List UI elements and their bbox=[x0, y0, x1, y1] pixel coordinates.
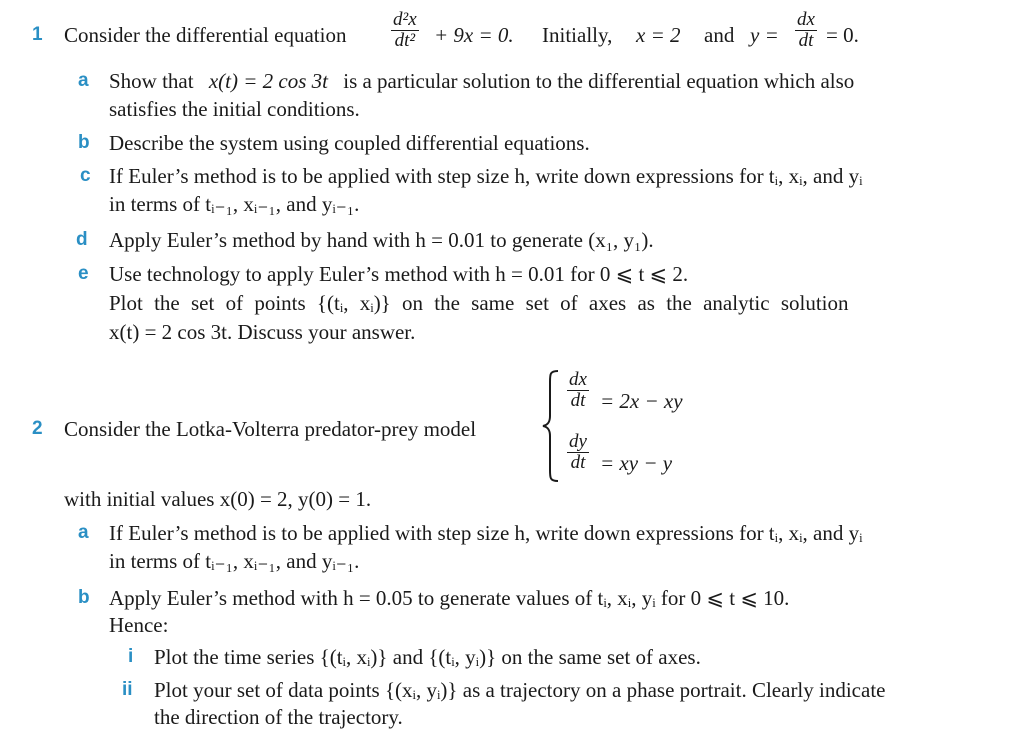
q2-eq2-frac bbox=[567, 432, 589, 473]
q2a-line1: If Euler’s method is to be applied with step size h, write down expressions for tᵢ, xᵢ, and yᵢ bbox=[109, 521, 863, 545]
q1a-line2: satisfies the initial conditions. bbox=[109, 97, 360, 121]
q1d-text: Apply Euler’s method by hand with h = 0.01 to generate (x₁, y₁). bbox=[109, 228, 654, 252]
q2b-ii-line2: the direction of the trajectory. bbox=[154, 705, 403, 729]
q2-eq2-num: dy bbox=[569, 431, 587, 452]
q2-eq2-den: dt bbox=[567, 452, 589, 473]
q1a-post: is a particular solution to the differential equation which also bbox=[343, 69, 855, 93]
q2b-ii-label: ii bbox=[122, 679, 133, 700]
left-brace-icon bbox=[540, 368, 562, 484]
q1e-line2: Plot the set of points {(tᵢ, xᵢ)} on the same set of axes as the analytic solution bbox=[109, 291, 849, 315]
q2b-label: b bbox=[78, 587, 90, 608]
question-1-number: 1 bbox=[32, 24, 43, 45]
q1b-label: b bbox=[78, 132, 90, 153]
q1c-line1: If Euler’s method is to be applied with step size h, write down expressions for tᵢ, xᵢ, and yᵢ bbox=[109, 164, 863, 188]
q2-eq1-rhs: = 2x − xy bbox=[600, 389, 683, 413]
q1b-text: Describe the system using coupled differential equations. bbox=[109, 131, 590, 155]
q1-initial-x: x = 2 bbox=[636, 23, 681, 47]
q1-second-derivative bbox=[391, 10, 419, 51]
q1c-line2: in terms of tᵢ₋₁, xᵢ₋₁, and yᵢ₋₁. bbox=[109, 192, 360, 216]
q1a-pre: Show that bbox=[109, 69, 194, 93]
q1e-label: e bbox=[78, 263, 89, 284]
q1-intro-text: Consider the differential equation bbox=[64, 23, 347, 47]
q1a-line1 bbox=[109, 68, 854, 94]
q1e-line1: Use technology to apply Euler’s method with h = 0.01 for 0 ⩽ t ⩽ 2. bbox=[109, 262, 689, 286]
q2b-line1: Apply Euler’s method with h = 0.05 to generate values of tᵢ, xᵢ, yᵢ for 0 ⩽ t ⩽ 10. bbox=[109, 586, 790, 610]
q2b-ii-line1: Plot your set of data points {(xᵢ, yᵢ)} as a trajectory on a phase portrait. Clearly indicate bbox=[154, 678, 886, 702]
q1-dxdt-den: dt bbox=[795, 30, 817, 51]
q2b-line2: Hence: bbox=[109, 613, 169, 637]
q1e-line3: x(t) = 2 cos 3t. Discuss your answer. bbox=[109, 320, 416, 344]
q1-frac-num: d²x bbox=[393, 9, 417, 30]
q1-initially: Initially, bbox=[542, 23, 613, 47]
q1-dxdt-num: dx bbox=[797, 9, 815, 30]
q2b-i-text: Plot the time series {(tᵢ, xᵢ)} and {(tᵢ, yᵢ)} on the same set of axes. bbox=[154, 645, 701, 669]
question-1-intro bbox=[64, 22, 346, 48]
q2a-line2: in terms of tᵢ₋₁, xᵢ₋₁, and yᵢ₋₁. bbox=[109, 549, 360, 573]
q1d-label: d bbox=[76, 229, 88, 250]
q1-equation-rest: + 9x = 0. bbox=[434, 23, 514, 47]
q1-initial-y-lhs: y = bbox=[750, 23, 779, 47]
question-2-intro: Consider the Lotka-Volterra predator-prey model bbox=[64, 417, 477, 441]
q2-system bbox=[540, 368, 740, 484]
q2-initial-values: with initial values x(0) = 2, y(0) = 1. bbox=[64, 487, 372, 511]
q1-initial-y-rhs: = 0. bbox=[826, 23, 859, 47]
q1a-label: a bbox=[78, 70, 89, 91]
q1-frac-den: dt² bbox=[391, 30, 419, 51]
q1-dxdt bbox=[795, 10, 817, 51]
q1c-label: c bbox=[80, 165, 91, 186]
q1-and: and bbox=[704, 23, 735, 47]
question-2-number: 2 bbox=[32, 418, 43, 439]
q2-eq2-rhs: = xy − y bbox=[600, 451, 673, 475]
q1a-math: x(t) = 2 cos 3t bbox=[208, 69, 328, 93]
q2-eq1-den: dt bbox=[567, 390, 589, 411]
q2b-i-label: i bbox=[128, 646, 134, 667]
q2a-label: a bbox=[78, 522, 89, 543]
q2-eq1-num: dx bbox=[569, 369, 587, 390]
q2-eq1-frac bbox=[567, 370, 589, 411]
